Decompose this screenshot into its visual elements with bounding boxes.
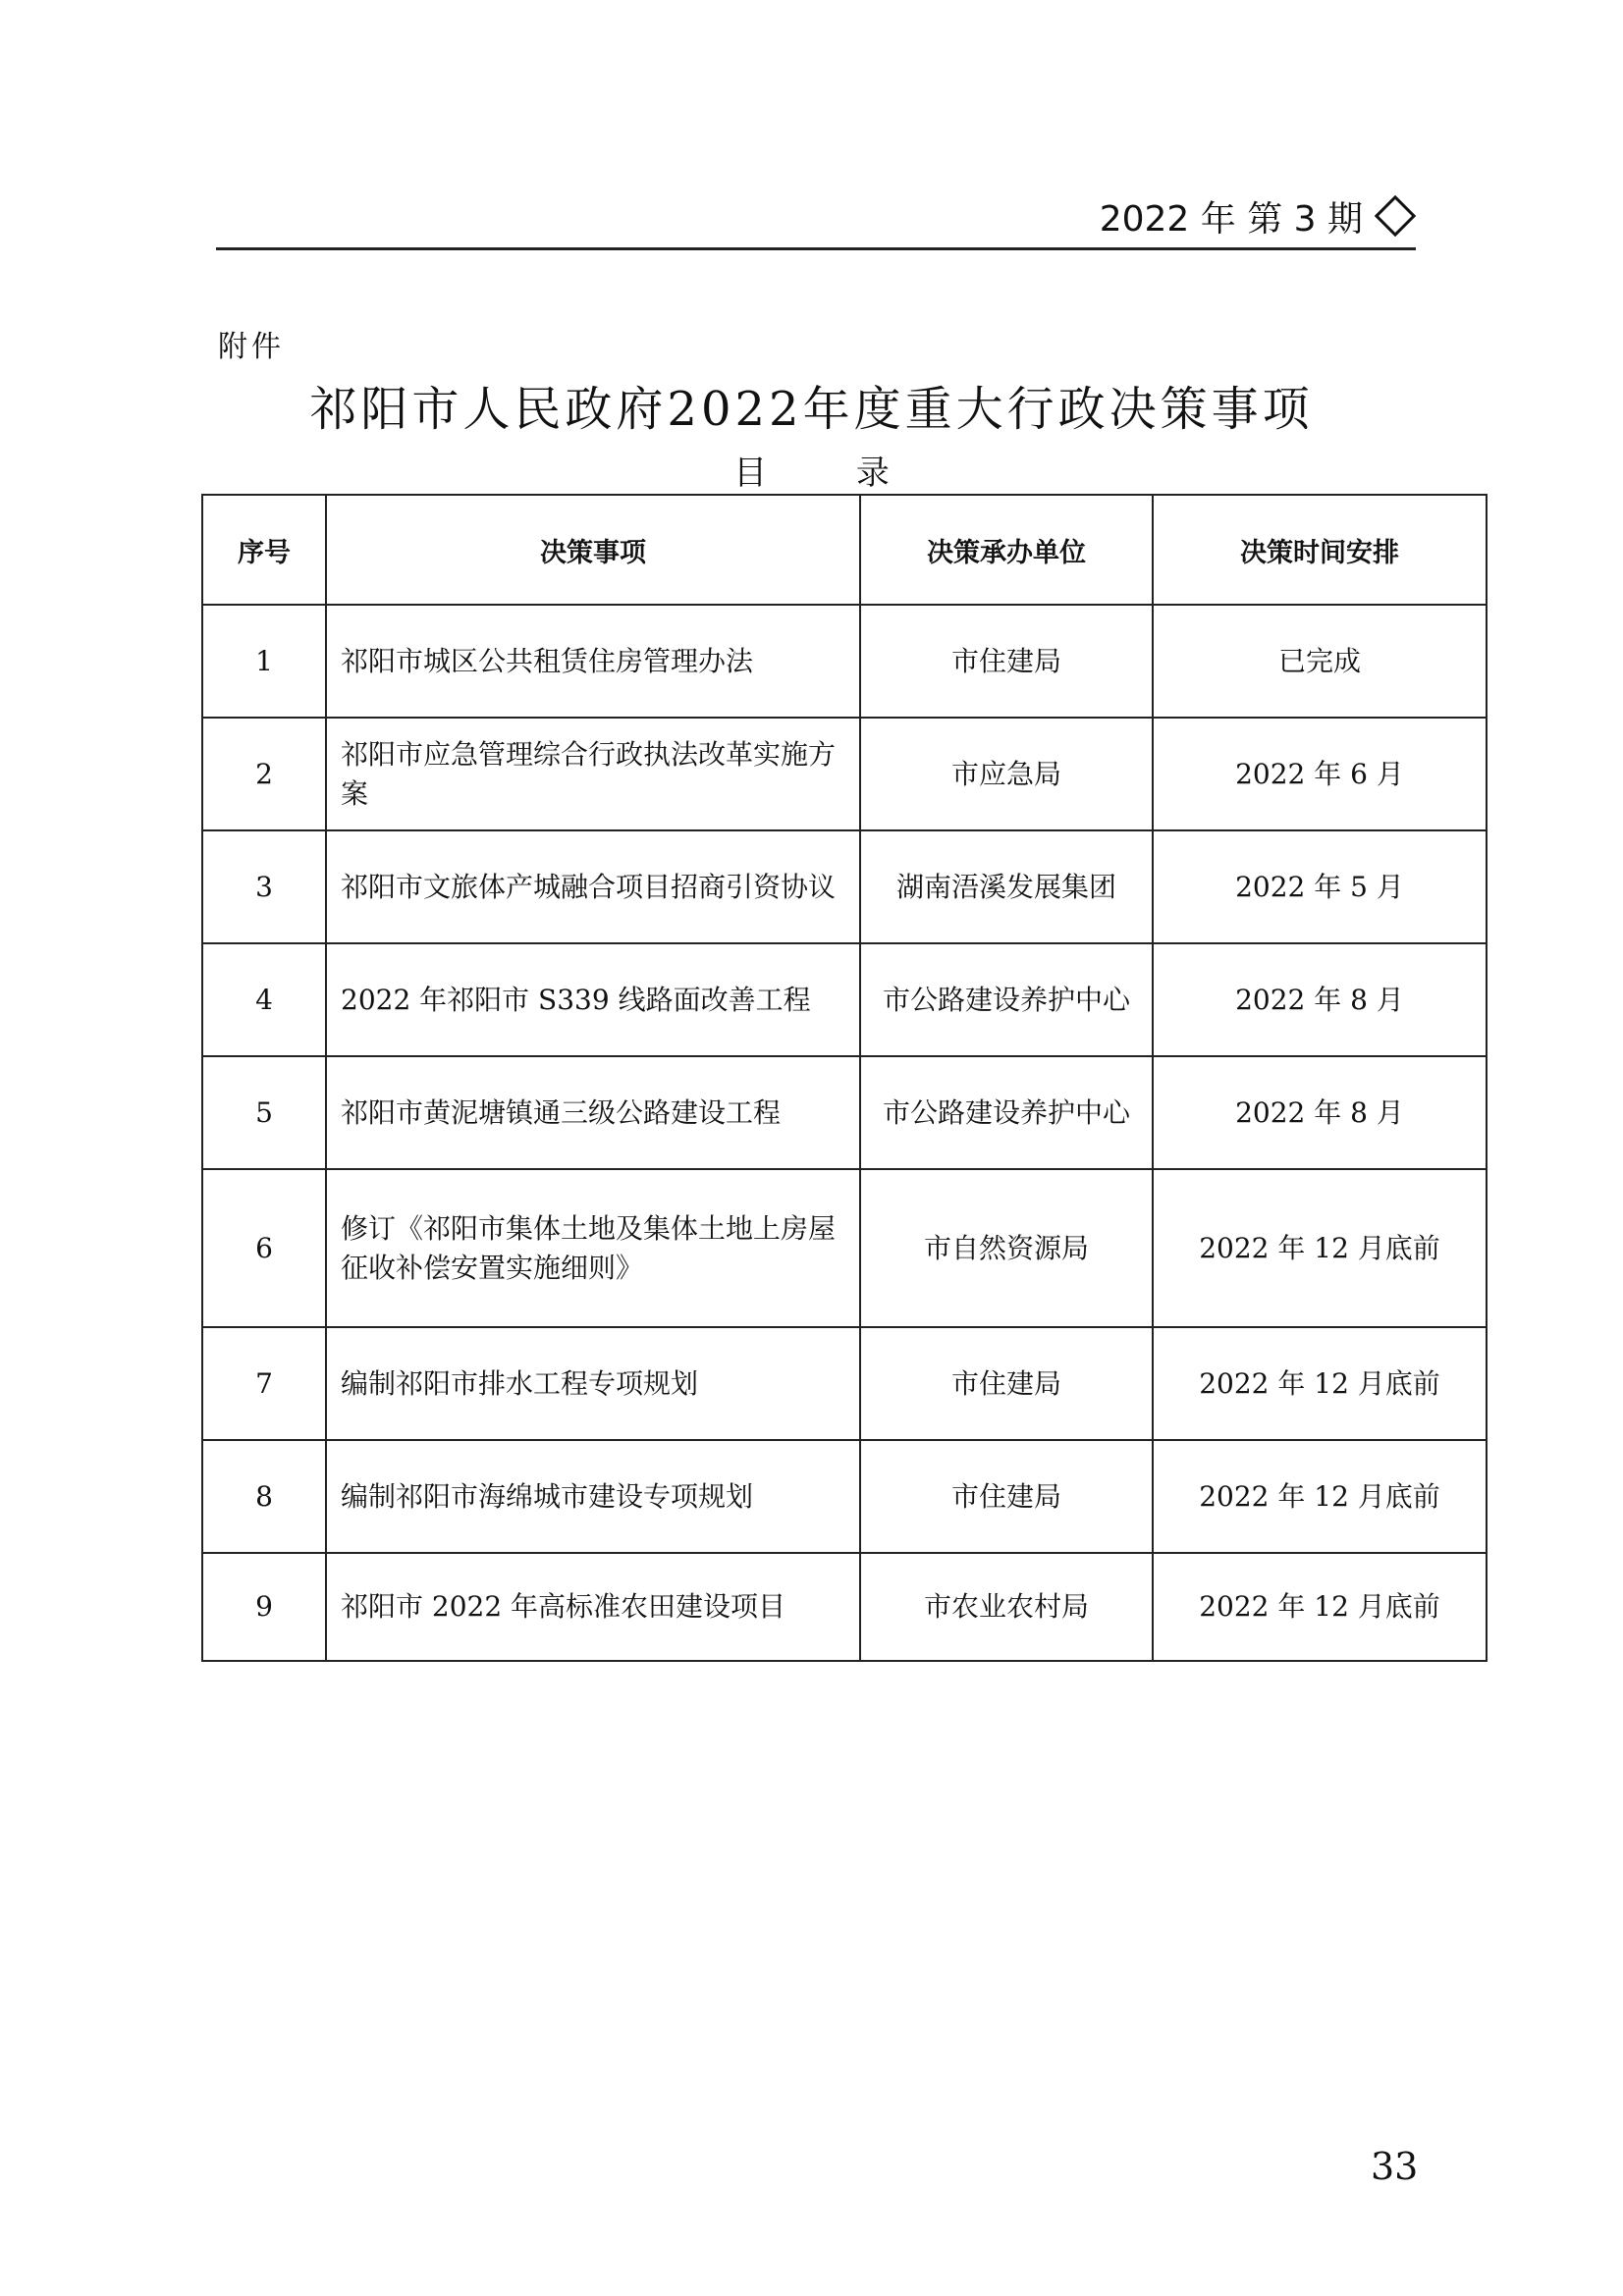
page-header xyxy=(216,188,1416,250)
schedule: 2022 年 12 月底前 xyxy=(1153,1440,1487,1553)
decision-item: 祁阳市文旅体产城融合项目招商引资协议 xyxy=(326,830,860,943)
table-row xyxy=(202,1169,1487,1327)
schedule: 2022 年 6 月 xyxy=(1153,718,1487,830)
responsible-unit: 市应急局 xyxy=(860,718,1153,830)
table-row xyxy=(202,943,1487,1056)
row-number: 3 xyxy=(202,830,326,943)
page-subtitle: 目 录 xyxy=(733,454,929,493)
row-number: 5 xyxy=(202,1056,326,1169)
responsible-unit: 市住建局 xyxy=(860,1327,1153,1440)
schedule: 2022 年 5 月 xyxy=(1153,830,1487,943)
column-header: 决策事项 xyxy=(326,495,860,605)
row-number: 2 xyxy=(202,718,326,830)
table-header-row xyxy=(202,495,1487,605)
table-row xyxy=(202,1553,1487,1661)
table-row xyxy=(202,1327,1487,1440)
decision-item: 祁阳市 2022 年高标准农田建设项目 xyxy=(326,1553,860,1661)
attachment-label: 附件 xyxy=(218,330,285,364)
column-header: 决策承办单位 xyxy=(860,495,1153,605)
diamond-icon xyxy=(1375,195,1416,237)
table-row xyxy=(202,1056,1487,1169)
schedule: 2022 年 8 月 xyxy=(1153,1056,1487,1169)
column-header: 序号 xyxy=(202,495,326,605)
responsible-unit: 市住建局 xyxy=(860,605,1153,718)
decision-item: 2022 年祁阳市 S339 线路面改善工程 xyxy=(326,943,860,1056)
responsible-unit: 湖南浯溪发展集团 xyxy=(860,830,1153,943)
table-row xyxy=(202,1440,1487,1553)
responsible-unit: 市公路建设养护中心 xyxy=(860,943,1153,1056)
responsible-unit: 市公路建设养护中心 xyxy=(860,1056,1153,1169)
row-number: 6 xyxy=(202,1169,326,1327)
decision-item: 祁阳市黄泥塘镇通三级公路建设工程 xyxy=(326,1056,860,1169)
table-row xyxy=(202,718,1487,830)
column-header: 决策时间安排 xyxy=(1153,495,1487,605)
issue-text: 2022 年 第 3 期 xyxy=(1099,198,1363,240)
schedule: 2022 年 12 月底前 xyxy=(1153,1553,1487,1661)
responsible-unit: 市农业农村局 xyxy=(860,1553,1153,1661)
table-row xyxy=(202,605,1487,718)
responsible-unit: 市住建局 xyxy=(860,1440,1153,1553)
issue-label xyxy=(1100,192,1410,240)
schedule: 已完成 xyxy=(1153,605,1487,718)
decision-table xyxy=(201,494,1488,1662)
row-number: 1 xyxy=(202,605,326,718)
row-number: 8 xyxy=(202,1440,326,1553)
decision-item: 编制祁阳市排水工程专项规划 xyxy=(326,1327,860,1440)
page-title: 祁阳市人民政府2022年度重大行政决策事项 xyxy=(309,382,1314,437)
decision-item: 修订《祁阳市集体土地及集体土地上房屋征收补偿安置实施细则》 xyxy=(326,1169,860,1327)
table-row xyxy=(202,830,1487,943)
schedule: 2022 年 12 月底前 xyxy=(1153,1169,1487,1327)
responsible-unit: 市自然资源局 xyxy=(860,1169,1153,1327)
decision-item: 祁阳市应急管理综合行政执法改革实施方案 xyxy=(326,718,860,830)
schedule: 2022 年 12 月底前 xyxy=(1153,1327,1487,1440)
decision-item: 祁阳市城区公共租赁住房管理办法 xyxy=(326,605,860,718)
decision-item: 编制祁阳市海绵城市建设专项规划 xyxy=(326,1440,860,1553)
page-number: 33 xyxy=(1371,2145,1419,2188)
schedule: 2022 年 8 月 xyxy=(1153,943,1487,1056)
row-number: 4 xyxy=(202,943,326,1056)
row-number: 9 xyxy=(202,1553,326,1661)
row-number: 7 xyxy=(202,1327,326,1440)
